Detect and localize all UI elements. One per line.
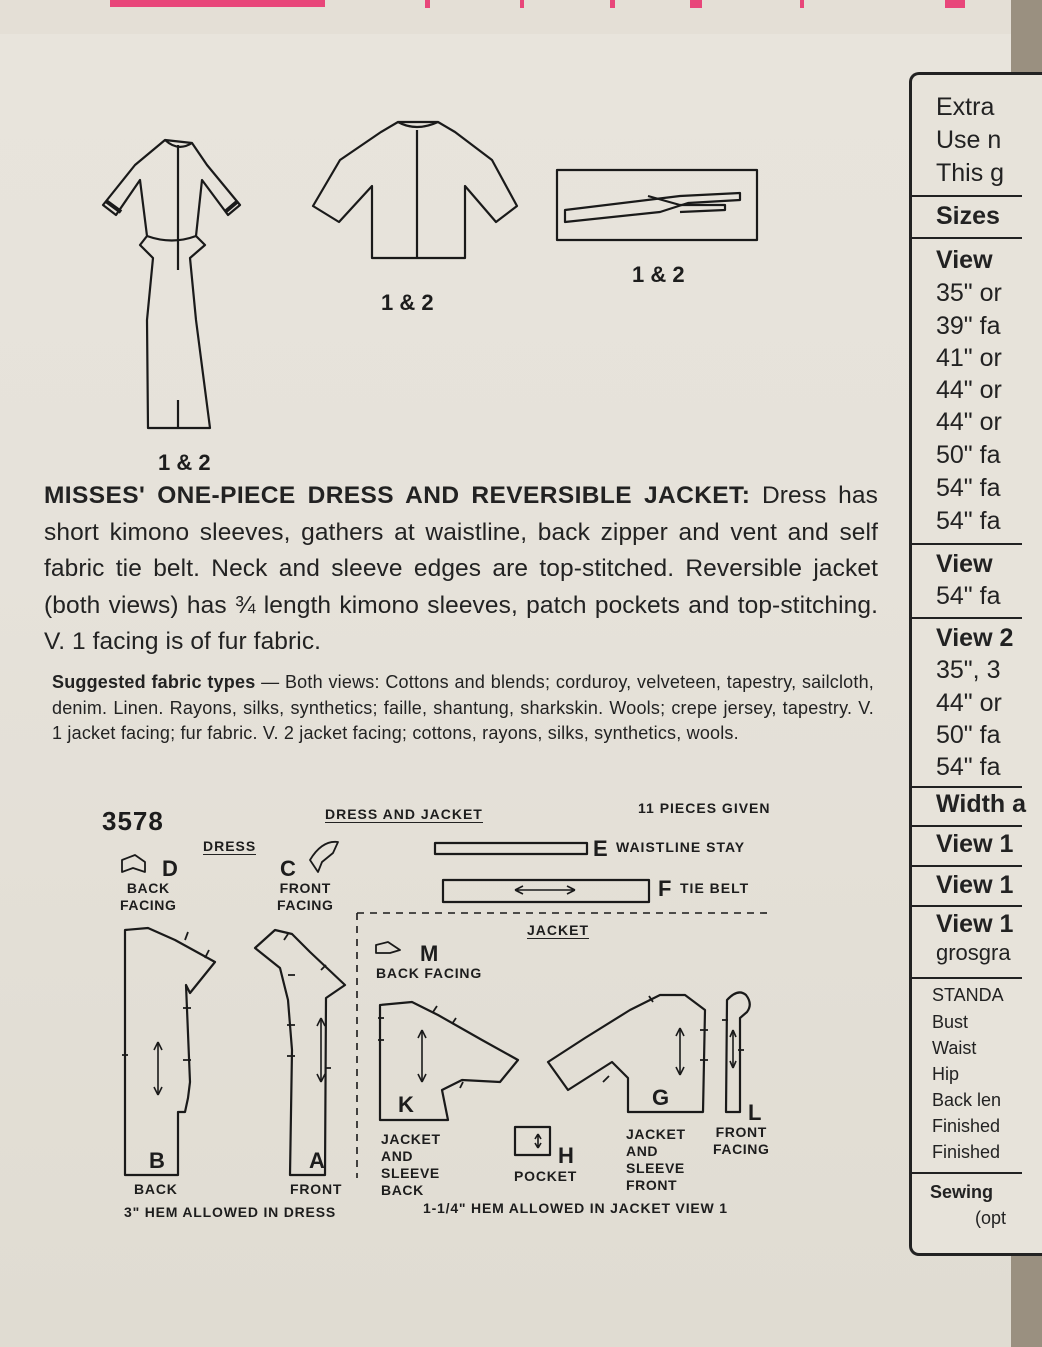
view-label-jacket: 1 & 2	[381, 290, 434, 315]
side-row: 44" or	[936, 376, 1002, 404]
side-row: 35", 3	[936, 656, 1001, 684]
piece-letter-m: M	[420, 941, 439, 966]
piece-name-m: BACK FACING	[376, 965, 483, 981]
tie-belt-drawing	[557, 170, 757, 240]
jacket-hem-note: 1-1/4" HEM ALLOWED IN JACKET VIEW 1	[423, 1200, 728, 1216]
side-row: 54" fa	[936, 753, 1001, 781]
piece-name-k: JACKET AND SLEEVE BACK	[381, 1131, 441, 1198]
view-label-belt: 1 & 2	[632, 262, 685, 287]
description-body: Dress has short kimono sleeves, gathers at waistline, back zipper and vent and self fabric tie belt. Neck and sleeve edges are top-stitched. Reversible jacket (both views) has ¾ length kimono sleeves, patch pockets and top-stitching. V. 1 facing is of fur fabric.	[44, 482, 878, 655]
side-row: This g	[936, 159, 1005, 187]
side-row: (opt	[975, 1208, 1007, 1228]
side-row: 44" or	[936, 689, 1002, 717]
piece-letter-h: H	[558, 1143, 574, 1168]
piece-letter-k: K	[398, 1092, 414, 1117]
side-row: 54" fa	[936, 582, 1001, 610]
jacket-header: JACKET	[527, 922, 590, 938]
side-row: Bust	[932, 1012, 969, 1032]
piece-letter-c: C	[280, 856, 296, 881]
piece-letter-a: A	[309, 1148, 325, 1173]
side-divider	[912, 237, 1022, 239]
side-row: Sizes	[936, 202, 1000, 230]
side-divider	[912, 865, 1022, 867]
tie-belt-piece	[443, 880, 649, 902]
piece-letter-d: D	[162, 856, 178, 881]
piece-letter-g: G	[652, 1085, 670, 1110]
piece-name-g: JACKET AND SLEEVE FRONT	[626, 1126, 686, 1193]
side-row: Finished	[932, 1116, 1001, 1136]
side-row: View	[936, 246, 993, 274]
side-row: Extra	[936, 93, 995, 121]
side-row: 44" or	[936, 408, 1002, 436]
pattern-description	[44, 478, 878, 661]
side-row: 41" or	[936, 344, 1002, 372]
piece-letter-b: B	[149, 1148, 165, 1173]
piece-name-d: BACK FACING	[120, 880, 177, 913]
dress-jacket-header: DRESS AND JACKET	[325, 806, 483, 822]
piece-name-a: FRONT	[290, 1181, 343, 1197]
side-row: View 1	[936, 830, 1014, 858]
piece-name-b: BACK	[134, 1181, 178, 1197]
side-row: grosgra	[936, 940, 1011, 965]
side-row: Hip	[932, 1064, 960, 1084]
side-divider	[912, 543, 1022, 545]
side-row: 54" fa	[936, 507, 1001, 535]
side-row: 35" or	[936, 279, 1002, 307]
side-row: 39" fa	[936, 312, 1001, 340]
side-row: View	[936, 550, 993, 578]
side-divider	[912, 617, 1022, 619]
back-piece	[122, 928, 215, 1175]
waistline-stay-piece	[435, 843, 587, 854]
jacket-front-piece	[548, 995, 708, 1112]
front-facing-piece	[722, 992, 750, 1112]
side-row: Waist	[932, 1038, 977, 1058]
view-label-dress: 1 & 2	[158, 450, 211, 475]
side-divider	[912, 195, 1022, 197]
side-row: View 2	[936, 624, 1014, 652]
piece-letter-f: F	[658, 876, 672, 901]
side-divider	[912, 977, 1022, 979]
side-divider	[912, 786, 1022, 788]
piece-letter-l: L	[748, 1100, 762, 1125]
fabrics-text: — Both views: Cottons and blends; corduroy, velveteen, tapestry, sailcloth, denim. Linen. Rayons, silks, synthetics; faille, shantung, sharkskin. Wools; crepe jersey, tapestry. V. 1 jacket facing; fur fabric. V. 2 jacket facing; cottons, rayons, silks, synthetics, wools.	[52, 672, 874, 743]
piece-name-f: TIE BELT	[680, 880, 750, 896]
pieces-given: 11 PIECES GIVEN	[638, 800, 771, 816]
dress-header: DRESS	[203, 838, 257, 854]
side-row: 50" fa	[936, 721, 1001, 749]
side-row: STANDA	[932, 985, 1004, 1005]
side-row: View 1	[936, 871, 1014, 899]
suggested-fabrics	[52, 670, 874, 747]
fabrics-label: Suggested fabric types	[52, 672, 256, 692]
side-row: Finished	[932, 1142, 1001, 1162]
dress-back-drawing	[103, 140, 240, 428]
side-row: 54" fa	[936, 474, 1001, 502]
piece-letter-e: E	[593, 836, 608, 861]
side-row: Use n	[936, 126, 1002, 154]
side-row: Sewing	[930, 1182, 994, 1202]
side-row: Width a	[936, 790, 1027, 818]
side-row: 50" fa	[936, 441, 1001, 469]
side-divider	[912, 905, 1022, 907]
description-heading: MISSES' ONE-PIECE DRESS AND REVERSIBLE JACKET:	[44, 482, 751, 509]
jacket-back-drawing	[313, 122, 517, 258]
side-divider	[912, 825, 1022, 827]
side-row: Back len	[932, 1090, 1002, 1110]
front-piece	[255, 930, 345, 1175]
pattern-number: 3578	[102, 806, 164, 836]
piece-name-l: FRONT FACING	[713, 1124, 770, 1157]
piece-name-c: FRONT FACING	[277, 880, 334, 913]
piece-name-e: WAISTLINE STAY	[616, 839, 746, 855]
side-divider	[912, 1172, 1022, 1174]
dress-hem-note: 3" HEM ALLOWED IN DRESS	[124, 1204, 336, 1220]
side-row: View 1	[936, 910, 1014, 938]
pocket-piece	[515, 1127, 550, 1155]
piece-name-h: POCKET	[514, 1168, 578, 1184]
